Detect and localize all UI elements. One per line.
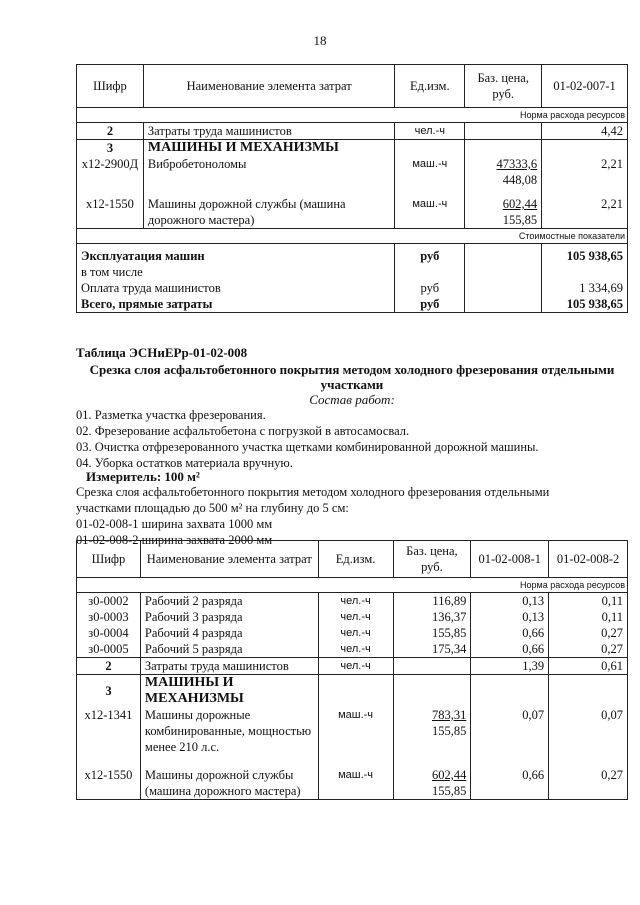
list-item: 03. Очистка отфрезерованного участка щетками комбинированной дорожной машины. (76, 440, 539, 454)
column-header: Ед.изм. (318, 541, 393, 578)
column-header: Ед.изм. (395, 65, 465, 108)
column-header: Шифр (77, 541, 141, 578)
meter: Измеритель: 100 м² (86, 469, 200, 484)
variant-item: 01-02-008-2 ширина захвата 2000 мм (76, 533, 273, 547)
cost-label: Стоимостные показатели (77, 229, 628, 244)
table-row: х12-1341 Машины дорожные комбинированные, мощностью менее 210 л.с. маш.-ч 783,31 155,85 0,07 0,07 (77, 707, 628, 755)
column-header: Баз. цена, руб. (465, 65, 542, 108)
description: Срезка слоя асфальтобетонного покрытия методом холодного фрезерования отдельными участками площадью до 500 м² на глубину до 5 см: 01-02-008-1 ширина захвата 1000 мм 01-02-008-2 ширина захвата 2000 мм (76, 485, 550, 547)
norm-label: Норма расхода ресурсов (77, 578, 628, 593)
table-row: 2 Затраты труда машинистов чел.-ч 4,42 (77, 123, 628, 140)
table-heading: Срезка слоя асфальтобетонного покрытия методом холодного фрезерования отдельными (89, 362, 615, 377)
table-row: 2 Затраты труда машинистов чел.-ч 1,39 0,61 (77, 658, 628, 675)
table-title: Таблица ЭСНиЕРр-01-02-008 (76, 345, 248, 360)
works-list (76, 407, 539, 471)
column-header: Наименование элемента затрат (143, 65, 394, 108)
column-header: Баз. цена, руб. (393, 541, 471, 578)
table-01-02-008 (76, 540, 628, 800)
table-row: з0-0004 Рабочий 4 разряда чел.-ч 155,85 0,66 0,27 (77, 625, 628, 641)
table-row: х12-1550 Машины дорожной службы (машина дорожного мастера) маш.-ч 602,44 155,85 0,66 0,27 (77, 755, 628, 800)
table-row: з0-0002 Рабочий 2 разряда чел.-ч 116,89 0,13 0,11 (77, 593, 628, 610)
table-row: х12-1550 Машины дорожной службы (машина дорожного мастера) маш.-ч 602,44 155,85 2,21 (77, 188, 628, 229)
column-header: Шифр (77, 65, 144, 108)
column-header: 01-02-007-1 (542, 65, 628, 108)
column-header: Наименование элемента затрат (140, 541, 318, 578)
table-01-02-007 (76, 64, 628, 313)
section-row: 3 МАШИНЫ И МЕХАНИЗМЫ (77, 675, 628, 708)
section-row: 3 МАШИНЫ И МЕХАНИЗМЫ (77, 140, 628, 157)
table-heading: участками (320, 377, 384, 392)
table-row: х12-2900Д Вибробетоноломы маш.-ч 47333,6 448,08 2,21 (77, 156, 628, 188)
page-number: 18 (313, 33, 327, 48)
column-header: 01-02-008-2 (549, 541, 628, 578)
totals-row: Эксплуатация машин в том числе Оплата труда машинистов Всего, прямые затраты руб руб руб 105 938,65 1 334,69 105 938,65 (77, 244, 628, 313)
list-item: 01. Разметка участка фрезерования. (76, 408, 266, 422)
list-item: 02. Фрезерование асфальтобетона с погрузкой в автосамосвал. (76, 424, 410, 438)
list-item: 04. Уборка остатков материала вручную. (76, 456, 293, 470)
column-header: 01-02-008-1 (471, 541, 549, 578)
table-row: з0-0003 Рабочий 3 разряда чел.-ч 136,37 0,13 0,11 (77, 609, 628, 625)
variant-item: 01-02-008-1 ширина захвата 1000 мм (76, 517, 273, 531)
norm-label: Норма расхода ресурсов (77, 108, 628, 123)
table-row: з0-0005 Рабочий 5 разряда чел.-ч 175,34 0,66 0,27 (77, 641, 628, 658)
works-title: Состав работ: (309, 392, 395, 407)
